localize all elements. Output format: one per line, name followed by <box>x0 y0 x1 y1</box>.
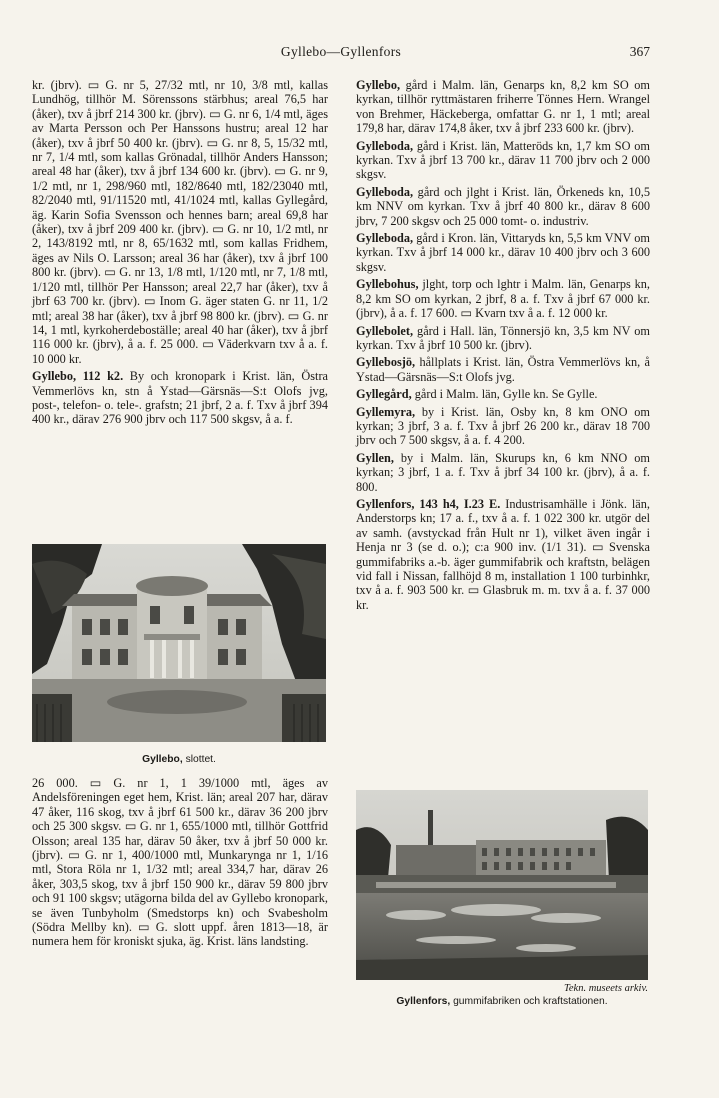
right-column <box>356 78 650 612</box>
caption-text: gummifabriken och kraftstationen. <box>450 996 608 1007</box>
gyllebo-castle-photo <box>32 544 326 742</box>
entry <box>356 355 650 384</box>
page-number: 367 <box>629 44 650 59</box>
page-header <box>32 44 650 64</box>
entry <box>356 497 650 612</box>
entry-text: gård i Malm. län, Genarps kn, 8,2 km SO om kyrkan, tillhör ryttmästaren friherre Tönnes Hern. Wrangel von Brehmer, Häckeberga, omfattar G. nr 1, 1 mtl; areal 179,8 har, därav 174,8 åker, txv å jbrf 233 600 kr. (jbrv). <box>356 78 650 136</box>
entry-headword: Gyllebosjö, <box>356 355 416 370</box>
entry <box>356 185 650 228</box>
entry-headword: Gylleboda, <box>356 138 414 153</box>
factory-photo-caption <box>356 996 648 1007</box>
entry-headword: Gyllen, <box>356 450 394 465</box>
left-column-continued <box>32 776 328 949</box>
entry <box>356 387 650 401</box>
entry-headword: Gyllenfors, 143 h4, I.23 E. <box>356 496 501 511</box>
entry-text: by i Krist. län, Osby kn, 8 km ONO om kyrkan; 3 jbrf, 3 a. f. Txv å jbrf 26 200 kr., därav 18 700 jbrv och 7 500 skgsv, å a. f. 4 200. <box>356 404 650 448</box>
entry-text: gård i Hall. län, Tönnersjö kn, 3,5 km NV om kyrkan. Txv å jbrf 10 500 kr. (jbrv). <box>356 323 650 352</box>
entry-text: gård i Kron. län, Vittaryds kn, 5,5 km VNV om kyrkan. Txv å jbrf 14 000 kr., därav 10 400 jbrv och 3 600 skgsv. <box>356 231 650 274</box>
continued-entry: kr. (jbrv). ▭ G. nr 5, 27/32 mtl, nr 10, 3/8 mtl, kallas Lundhög, tillhör M. Sörenssons stärbhus; areal 76,5 har (åker), txv å jbrf 214 300 kr. (jbrv). ▭ G. nr 6, 1/4 mtl, äges av Marta Persson och Per Hanssons hustru; areal 12 har (åker), txv å jbrf 50 400 kr. (jbrv). ▭ G. nr 8, 5, 15/32 mtl, nr 7, 1/4 mtl, som kallas Grönadal, tillhör Anders Hansson; areal 48 har (åker), txv å jbrf 134 600 kr. (jbrv). ▭ G. nr 9, 1/2 mtl, nr 1, 298/960 mtl, 182/8640 mtl, 182/23040 mtl, 82/2040 mtl, 91/11520 mtl, 41/1024 mtl, kallas Gyllegård, äg. Karin Sofia Svensson och hennes barn; areal 69,8 har (åker), txv å jbrf 209 400 kr. (jbrv). ▭ G. nr 10, 1/2 mtl, nr 2, 143/8192 mtl, nr 8, 65/1632 mtl, som kallas Fridhem, äges av Nils O. Larsson; areal 36 har (åker), txv å jbrf 100 800 kr. (jbrv). ▭ G. nr 13, 1/8 mtl, 1/120 mtl, nr 7, 1/8 mtl, 1/120 mtl, tillhör Per Hansson; areal 22,7 har (åker), txv å jbrf 63 700 kr. (jbrv). ▭ Inom G. äger staten G. nr 11, 1/2 mtl; areal 38 har (åker), txv å jbrf 98 800 kr. (jbrv). ▭ G. nr 14, 1 mtl, kyrkoherdeboställe; areal 40 har (åker), txv å jbrf 116 000 kr. (jbrv), å a. f. 25 000. ▭ Väderkvarn txv å a. f. 10 000 kr. <box>32 78 328 366</box>
entry <box>356 277 650 320</box>
photo-source-text: Tekn. museets arkiv. <box>564 983 648 994</box>
entry <box>356 324 650 353</box>
entry <box>356 231 650 274</box>
entry-headword: Gyllebolet, <box>356 323 414 338</box>
entry-text: By och kronopark i Krist. län, Östra Vemmerlövs kn, stn å Ystad—Gärsnäs—S:t Olofs jvg, post-, telefon- o. tele-. grafstn; 21 jbrf, 2 a. f. Txv å jbrf 394 400 kr., därav 276 900 jbrv och 117 500 skgsv, å a. f. <box>32 369 329 427</box>
entry-headword: Gyllebo, <box>356 78 401 92</box>
entry-text: jlght, torp och lghtr i Malm. län, Genarps kn, 8,2 km SO om kyrkan, 2 jbrf, 8 a. f. Txv å jbrf 67 000 kr. (jbrv), å a. f. 17 600. ▭ Kvarn txv å a. f. 12 000 kr. <box>356 277 650 321</box>
entry-headword: Gyllegård, <box>356 387 412 402</box>
entry-headword: Gyllebohus, <box>356 277 419 292</box>
entry <box>356 405 650 448</box>
gyllenfors-factory-photo <box>356 790 648 980</box>
entry-text: gård i Malm. län, Gylle kn. Se Gylle. <box>411 387 598 402</box>
entry-text: Industrisamhälle i Jönk. län, Anderstorps kn; 17 a. f., txv å a. f. 1 022 300 kr. utgör del av samh. (avstyckad från Hult nr 1), vilket även ingår i Henja nr 3 (se d. o.); c:a 900 inv. (1/1 31). ▭ Svenska gummifabriks a.-b. äger gummifabrik och kraftstn, belägen vid fall i Nissan, fallhöjd 8 m, installation 1 100 turbinhkr, txv å a. f. 903 500 kr. ▭ Glasbruk m. m. txv å a. f. 37 000 kr. <box>356 496 650 612</box>
entry-text: by i Malm. län, Skurups kn, 6 km NNO om kyrkan; 3 jbrf, 1 a. f. Txv å jbrf 34 100 kr. (jbrv), å a. f. 800. <box>356 450 650 494</box>
running-title: Gyllebo—Gyllenfors <box>280 44 402 59</box>
left-column <box>32 78 328 427</box>
entry-text: hållplats i Krist. län, Östra Vemmerlövs kn, å Ystad—Gärsnäs—S:t Olofs jvg. <box>356 355 650 384</box>
castle-photo-caption <box>32 754 326 765</box>
entry <box>356 139 650 182</box>
entry-text: gård och jlght i Krist. län, Örkeneds kn, 10,5 km NNV om kyrkan. Txv å jbrf 40 800 kr., därav 8 600 jbrv, 7 200 skgsv och 25 000 tomt- o. industriv. <box>356 184 650 228</box>
entry-headword: Gylleboda, <box>356 184 414 199</box>
entry-headword: Gylleboda, <box>356 231 414 246</box>
photo-source <box>356 983 648 994</box>
entry-gyllebo-by <box>32 369 328 427</box>
entry-headword: Gyllemyra, <box>356 404 416 419</box>
caption-headword: Gyllebo, <box>142 754 183 765</box>
caption-text: slottet. <box>182 754 216 765</box>
entry-text: gård i Krist. län, Matteröds kn, 1,7 km SO om kyrkan. Txv å jbrf 13 700 kr., därav 11 700 jbrv och 2 000 skgsv. <box>356 138 650 182</box>
caption-headword: Gyllenfors, <box>396 996 451 1007</box>
continued-entry: 26 000. ▭ G. nr 1, 1 39/1000 mtl, äges av Andelsföreningen eget hem, Krist. län; areal 207 har, därav 47 åker, 116 skog, txv å jbrf 61 500 kr., därav 36 200 jbrv och 25 300 skgsv. ▭ G. nr 1, 655/1000 mtl, tillhör Gottfrid Olsson; areal 135 har, därav 50 åker, txv å jbrf 50 000 kr. (jbrv). ▭ G. nr 1, 400/1000 mtl, Munkarynga nr 1, 1/16 mtl, Stora Röla nr 1, 1/32 mtl; areal 334,7 har, därav 26 åker, 303,5 skog, txv å jbrf 150 900 kr., därav 59 800 jbrv och 91 100 skgsv; utägorna bilda del av Gyllebo kronopark, se även Tunbyholm (Smedstorps kn) och Svabesholm (Södra Mellby kn). ▭ G. slott uppf. åren 1813—18, är numera hem för kroniskt sjuka, äg. Krist. läns landsting. <box>32 776 328 949</box>
entry-headword: Gyllebo, 112 k2. <box>32 369 124 384</box>
entry <box>356 451 650 494</box>
entry <box>356 78 650 136</box>
